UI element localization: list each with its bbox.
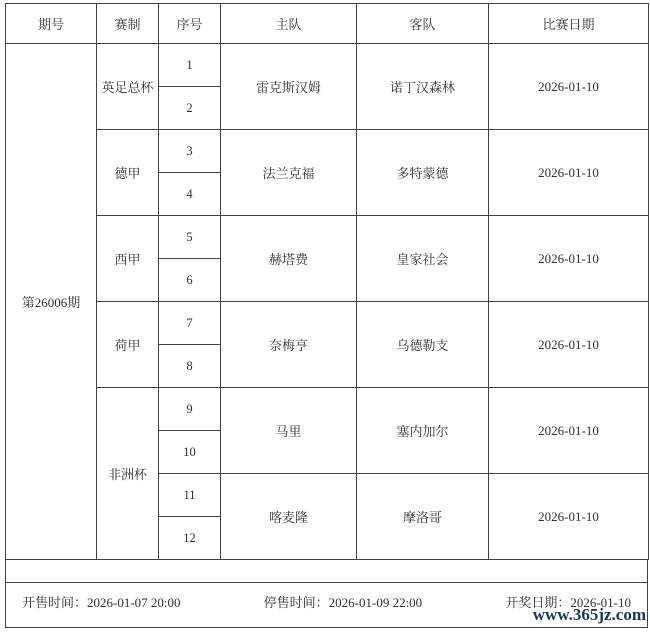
seq-cell: 11 <box>159 474 221 517</box>
match-date-cell: 2026-01-10 <box>489 44 649 130</box>
seq-cell: 3 <box>159 130 221 173</box>
seq-cell: 7 <box>159 302 221 345</box>
league-cell: 英足总杯 <box>97 44 159 130</box>
away-team-cell: 诺丁汉森林 <box>357 44 489 130</box>
col-header-seq: 序号 <box>159 4 221 44</box>
seq-cell: 12 <box>159 517 221 560</box>
home-team-cell: 赫塔费 <box>221 216 357 302</box>
empty-row <box>5 560 648 582</box>
table-row <box>6 302 649 345</box>
home-team-cell: 奈梅亨 <box>221 302 357 388</box>
col-header-period: 期号 <box>6 4 97 44</box>
site-link[interactable]: www.365jz.com <box>532 605 646 624</box>
away-team-cell: 乌德勒支 <box>357 302 489 388</box>
period-cell: 第26006期 <box>6 44 97 560</box>
away-team-cell: 摩洛哥 <box>357 474 489 560</box>
league-cell: 西甲 <box>97 216 159 302</box>
home-team-cell: 马里 <box>221 388 357 474</box>
seq-cell: 10 <box>159 431 221 474</box>
table-row <box>6 130 649 173</box>
match-table <box>5 3 649 560</box>
footer <box>5 582 648 628</box>
sale-start-time: 开售时间：2026-01-07 20:00 <box>22 595 181 610</box>
draw-date: 开奖日期：2026-01-10 <box>505 595 631 610</box>
match-date-cell: 2026-01-10 <box>489 216 649 302</box>
league-cell: 荷甲 <box>97 302 159 388</box>
seq-cell: 4 <box>159 173 221 216</box>
home-team-cell: 喀麦隆 <box>221 474 357 560</box>
match-date-cell: 2026-01-10 <box>489 474 649 560</box>
seq-cell: 8 <box>159 345 221 388</box>
match-date-cell: 2026-01-10 <box>489 302 649 388</box>
table-row <box>6 388 649 431</box>
seq-cell: 9 <box>159 388 221 431</box>
match-date-cell: 2026-01-10 <box>489 388 649 474</box>
away-team-cell: 塞内加尔 <box>357 388 489 474</box>
col-header-away: 客队 <box>357 4 489 44</box>
league-cell: 德甲 <box>97 130 159 216</box>
home-team-cell: 雷克斯汉姆 <box>221 44 357 130</box>
table-row <box>6 216 649 259</box>
col-header-home: 主队 <box>221 4 357 44</box>
away-team-cell: 多特蒙德 <box>357 130 489 216</box>
sale-stop-time: 停售时间：2026-01-09 22:00 <box>263 595 423 610</box>
seq-cell: 2 <box>159 87 221 130</box>
col-header-date: 比赛日期 <box>489 4 649 44</box>
away-team-cell: 皇家社会 <box>357 216 489 302</box>
home-team-cell: 法兰克福 <box>221 130 357 216</box>
seq-cell: 6 <box>159 259 221 302</box>
table-row <box>6 44 649 87</box>
col-header-league: 赛制 <box>97 4 159 44</box>
league-cell: 非洲杯 <box>97 388 159 560</box>
seq-cell: 1 <box>159 44 221 87</box>
header-row <box>6 4 649 44</box>
match-date-cell: 2026-01-10 <box>489 130 649 216</box>
seq-cell: 5 <box>159 216 221 259</box>
lottery-schedule-sheet <box>5 3 648 628</box>
